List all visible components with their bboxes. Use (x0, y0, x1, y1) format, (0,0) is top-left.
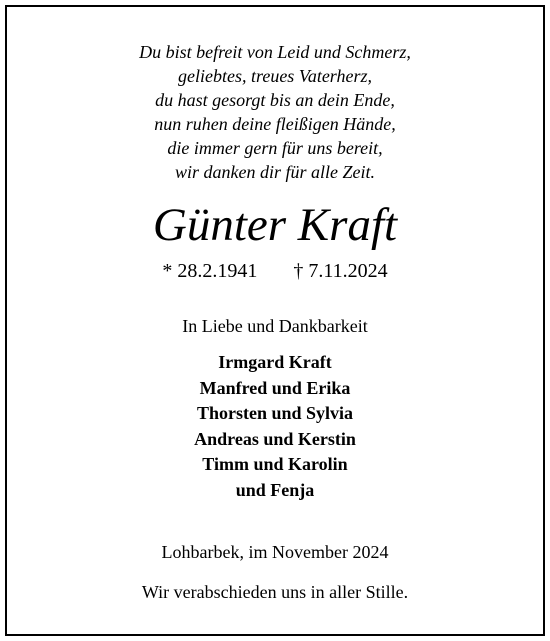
life-dates (0, 258, 550, 284)
birth-date: * 28.2.1941 (162, 260, 258, 282)
poem-line: wir danken dir für alle Zeit. (175, 162, 375, 182)
poem-line: die immer gern für uns bereit, (167, 138, 383, 158)
family-member: und Fenja (235, 479, 315, 500)
family-member: Thorsten und Sylvia (196, 403, 354, 423)
death-date: † 7.11.2024 (293, 260, 388, 282)
farewell-notice: Wir verabschieden uns in aller Stille. (141, 582, 409, 602)
family-member: Andreas und Kerstin (194, 428, 356, 449)
deceased-name: Günter Kraft (152, 199, 398, 251)
family-member: Manfred und Erika (199, 377, 351, 398)
poem-line: nun ruhen deine fleißigen Hände, (154, 114, 396, 134)
poem-line: geliebtes, treues Vaterherz, (178, 66, 372, 86)
family-member: Timm und Karolin (202, 454, 348, 474)
dedication-text: In Liebe und Dankbarkeit (182, 316, 368, 336)
poem-line: Du bist befreit von Leid und Schmerz, (139, 42, 411, 62)
family-member: Irmgard Kraft (218, 352, 332, 372)
poem-line: du hast gesorgt bis an dein Ende, (155, 90, 395, 110)
place-and-date: Lohbarbek, im November 2024 (161, 542, 389, 562)
family-list (0, 350, 550, 503)
memorial-poem (0, 40, 550, 184)
